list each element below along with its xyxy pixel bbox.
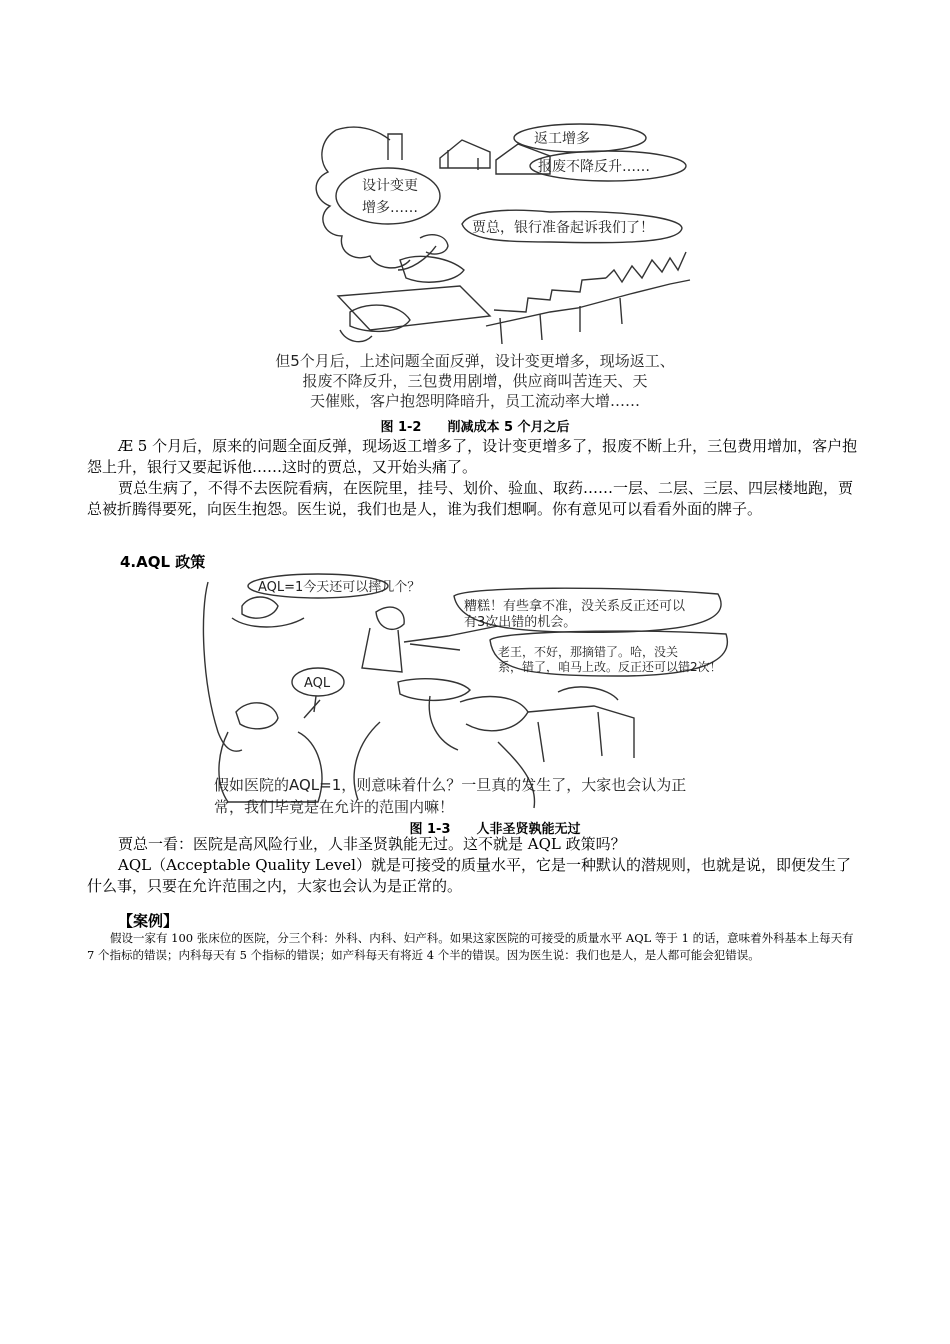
section-heading-aql: 4.AQL 政策 xyxy=(120,553,206,571)
figure1-caption-line2: 报废不降反升，三包费用剧增，供应商叫苦连天、天 xyxy=(302,372,648,390)
bubble-bank: 贾总，银行准备起诉我们了！ xyxy=(472,220,654,236)
figure1-caption-line1: 但5个月后，上述问题全面反弹，设计变更增多，现场返工、 xyxy=(275,352,675,370)
case-text: 假设一家有 100 张床位的医院，分三个科：外科、内科、妇产科。如果这家医院的可接受的质量水平 AQL 等于 1 的话，意味着外科基本上每天有 7 个指标的错误；内科每天有 5 个指标的错误；如产科每天有将近 4 个半的错误。因为医生说：我们也是人，是人都可能会犯错误。 xyxy=(87,931,854,962)
figure1-caption-line3: 天催账，客户抱怨明降暗升，员工流动率大增…… xyxy=(309,392,641,410)
bubble-mid-line2: 有3次出错的机会。 xyxy=(464,615,577,630)
bubble-design-line2: 增多…… xyxy=(362,200,418,216)
paragraph-1: Æ 5 个月后，原来的问题全面反弹，现场返工增多了，设计变更增多了，报废不断上升，三包费用增加，客户抱怨上升，银行又要起诉他……这时的贾总，又开始头痛了。 xyxy=(87,437,858,476)
bubble-right-line2: 系，错了，咱马上改。反正还可以错2次！ xyxy=(498,660,722,674)
cartoon-drawing-1 xyxy=(250,120,700,412)
bubble-design-line1: 设计变更 xyxy=(362,178,418,194)
figure-1-2-label: 图 1-2 削减成本 5 个月之后 xyxy=(380,420,570,435)
bubble-rework: 返工增多 xyxy=(534,131,590,147)
figure-1-3-illustration xyxy=(198,572,738,816)
paragraph-4: AQL（Acceptable Quality Level）就是可接受的质量水平，它是一种默认的潜规则，也就是说，即便发生了什么事，只要在允许范围之内，大家也会认为是正常的。 xyxy=(87,856,851,895)
bubble-aql-question: AQL=1今天还可以摔几个？ xyxy=(258,580,421,595)
aql-sign: AQL xyxy=(304,676,331,691)
case-heading: 【案例】 xyxy=(118,912,179,930)
bubble-scrap: 报废不降反升…… xyxy=(538,159,650,175)
paragraph-2: 贾总生病了，不得不去医院看病，在医院里，挂号、划价、验血、取药……一层、二层、三层、四层楼地跑，贾总被折腾得要死，向医生抱怨。医生说，我们也是人，谁为我们想啊。你有意见可以看看外面的牌子。 xyxy=(87,479,854,518)
bubble-right-line1: 老王，不好，那摘错了。哈，没关 xyxy=(498,645,679,659)
figure2-caption-line2: 常，我们毕竟是在允许的范围内嘛！ xyxy=(214,798,455,816)
cartoon-drawing-2 xyxy=(198,572,738,816)
figure-1-3-label: 图 1-3 人非圣贤孰能无过 xyxy=(409,822,581,837)
figure-1-2-illustration xyxy=(250,120,700,412)
paragraph-3: 贾总一看：医院是高风险行业，人非圣贤孰能无过。这不就是 AQL 政策吗？ xyxy=(118,835,626,853)
bubble-mid-line1: 糟糕！有些拿不准，没关系反正还可以 xyxy=(464,599,686,614)
figure2-caption-line1: 假如医院的AQL=1，则意味着什么？一旦真的发生了，大家也会认为正 xyxy=(214,776,687,794)
